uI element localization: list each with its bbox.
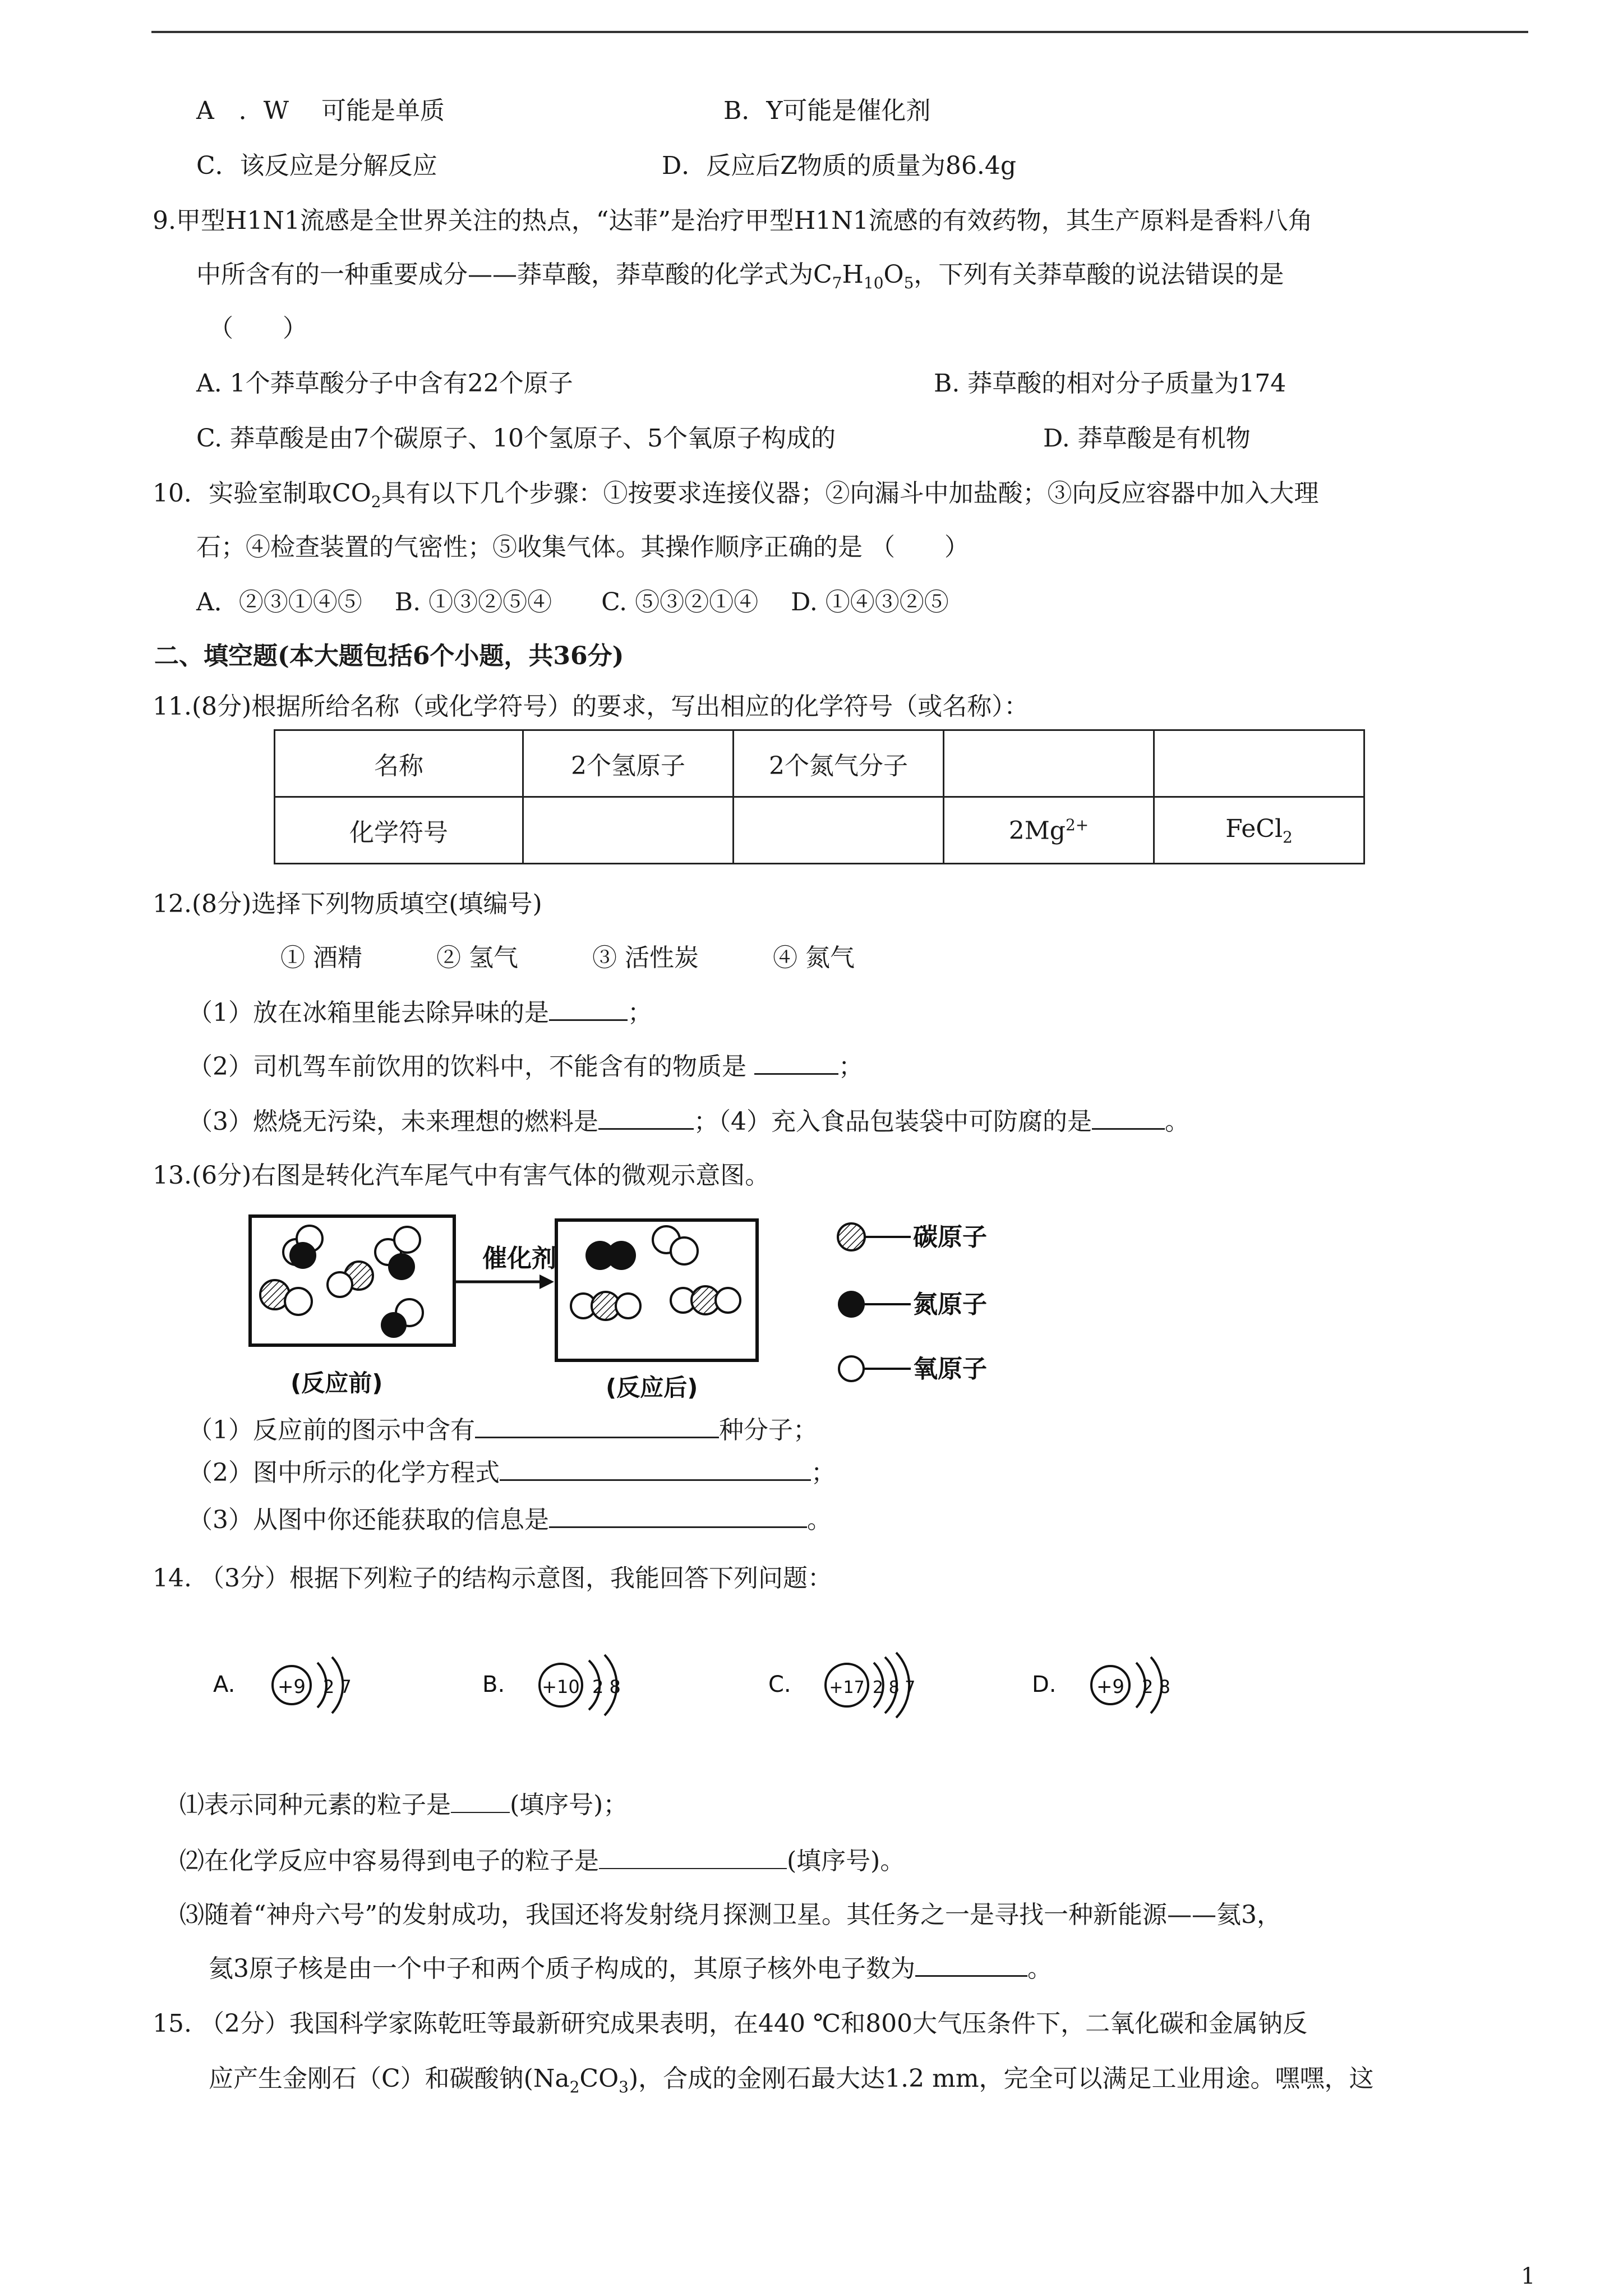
after-label: (反应后) [606,1374,698,1401]
reaction-diagram [247,1206,1043,1408]
q13-subq1: （1）反应前的图示中含有 种分子； [188,1414,818,1447]
q9-option-b: B. 莽草酸的相对分子质量为174 [934,369,1287,398]
q14-subq3-line1: ⑶随着“神舟六号”的发射成功，我国还将发射绕月探测卫星。其任务之一是寻找一种新能源——氦3， [179,1901,1281,1929]
svg-text:2 7: 2 7 [323,1676,352,1697]
page-number: 1 [1521,2263,1536,2289]
svg-text:A.: A. [213,1672,236,1697]
q11-row2-header: 化学符号 [275,797,523,864]
answer-blank[interactable] [599,1846,787,1869]
q11-answer-cell [523,797,734,864]
q9-stem-line1: 9.甲型H1N1流感是全世界关注的热点，“达菲”是治疗甲型H1N1流感的有效药物，其生产原料是香料八角 [153,206,1313,235]
q14-subq2: ⑵在化学反应中容易得到电子的粒子是 (填序号)。 [179,1847,905,1875]
q15-stem-line2: 应产生金刚石（C）和碳酸钠$(Na_2CO_3)$，合成的金刚石最大达1.2 mm，完全可以满足工业用途。嘿嘿，这 [209,2064,1374,2096]
atom-d [1032,1657,1170,1713]
header-rule [151,31,1528,33]
q11-symbol-table [274,729,1365,864]
nitrogen-atom-legend-icon [838,1291,865,1318]
catalyst-label: 催化剂 [482,1244,556,1273]
svg-text:+9: +9 [1096,1676,1125,1698]
table-row [275,797,1364,864]
section-2-heading: 二、填空题(本大题包括6个小题，共36分) [154,642,624,670]
q11-answer-cell [734,797,944,864]
svg-text:2 8: 2 8 [592,1676,621,1697]
q11-row1-header: 名称 [275,730,523,797]
before-label: (反应前) [291,1369,383,1397]
answer-blank[interactable] [475,1414,719,1438]
q11-answer-cell [944,730,1154,797]
q13-stem: 13.(6分)右图是转化汽车尾气中有害气体的微观示意图。 [153,1161,770,1190]
q8-option-a: A ．W 可能是单质 [196,96,445,125]
atom-c [768,1653,915,1718]
q8-option-d: D．反应后Z物质的质量为86.4g [662,151,1016,180]
svg-text:B.: B. [482,1672,505,1697]
answer-blank[interactable] [598,1106,694,1130]
svg-text:+10: +10 [542,1676,580,1697]
q12-subq2: （2）司机驾车前饮用的饮料中，不能含有的物质是 ； [188,1050,863,1084]
q11-cell-mg: $2Mg^{2+}$ [944,797,1154,864]
answer-blank[interactable] [915,1953,1027,1977]
answer-blank[interactable] [451,1789,510,1813]
legend-carbon: 碳原子 [913,1223,987,1251]
svg-text:2 8: 2 8 [1142,1676,1170,1697]
q12-subq1: （1）放在冰箱里能去除异味的是 ； [188,996,652,1030]
atom-b [482,1655,621,1715]
q14-stem: 14. （3分）根据下列粒子的结构示意图，我能回答下列问题： [153,1564,832,1593]
legend-nitrogen: 氮原子 [913,1290,987,1319]
q11-cell: 2个氮气分子 [734,730,944,797]
q12-stem: 12.(8分)选择下列物质填空(填编号) [153,890,542,918]
legend-oxygen: 氧原子 [913,1355,987,1383]
svg-text:2 8 7: 2 8 7 [873,1678,916,1697]
q10-options: A．②③①④⑤ B. ①③②⑤④ C. ⑤③②①④ D. ①④③②⑤ [196,588,949,616]
q14-subq1: ⑴表示同种元素的粒子是 (填序号)； [179,1791,628,1819]
q15-stem-line1: 15. （2分）我国科学家陈乾旺等最新研究成果表明，在440 ℃和800大气压条件下，二氧化碳和金属钠反 [153,2009,1308,2038]
q11-answer-cell [1154,730,1364,797]
answer-blank[interactable] [500,1457,811,1481]
q10-stem-line2: 石；④检查装置的气密性；⑤收集气体。其操作顺序正确的是 （ ） [196,533,969,562]
oxygen-atom-legend-icon [839,1356,864,1381]
q8-option-b: B．Y可能是催化剂 [723,96,931,125]
q13-subq3: （3）从图中你还能获取的信息是 。 [188,1503,832,1537]
svg-text:D.: D. [1032,1672,1057,1697]
answer-blank[interactable] [754,1051,838,1075]
answer-blank[interactable] [1092,1106,1165,1130]
atom-a [213,1657,352,1713]
q9-option-c: C. 莽草酸是由7个碳原子、10个氢原子、5个氧原子构成的 [196,424,836,453]
q12-subq3-4: （3）燃烧无污染，未来理想的燃料是 ；（4）充入食品包装袋中可防腐的是 。 [188,1105,1189,1139]
carbon-atom-legend-icon [838,1223,865,1250]
q13-subq2: （2）图中所示的化学方程式 ； [188,1456,836,1490]
svg-text:+9: +9 [277,1676,306,1698]
q12-choices: ① 酒精 ② 氢气 ③ 活性炭 ④ 氮气 [280,944,855,972]
q9-option-d: D. 莽草酸是有机物 [1043,424,1251,453]
q11-cell: 2个氢原子 [523,730,734,797]
q11-cell-fecl: FeCl$_2$ [1154,797,1364,864]
q11-stem: 11.(8分)根据所给名称（或化学符号）的要求，写出相应的化学符号（或名称）： [153,692,1029,721]
q9-answer-paren: （ ） [209,314,307,343]
q10-stem-line1: 10．实验室制取$CO_2$具有以下几个步骤：①按要求连接仪器；②向漏斗中加盐酸；③向反应容器中加入大理 [153,479,1319,511]
answer-blank[interactable] [549,997,628,1021]
q14-subq3-line2: 氦3原子核是由一个中子和两个质子构成的，其原子核外电子数为 。 [209,1952,1052,1986]
table-row [275,730,1364,797]
q8-option-c: C．该反应是分解反应 [196,151,437,180]
answer-blank[interactable] [549,1504,807,1528]
atomic-structure-diagrams [208,1638,1217,1733]
q9-option-a: A. 1个莽草酸分子中含有22个原子 [196,369,573,398]
svg-text:+17: +17 [829,1678,865,1697]
svg-text:C.: C. [768,1672,791,1697]
q9-stem-line2: 中所含有的一种重要成分——莽草酸，莽草酸的化学式为$C_7H_{10}O_5$，下列有关莽草酸的说法错误的是 [196,260,1284,292]
